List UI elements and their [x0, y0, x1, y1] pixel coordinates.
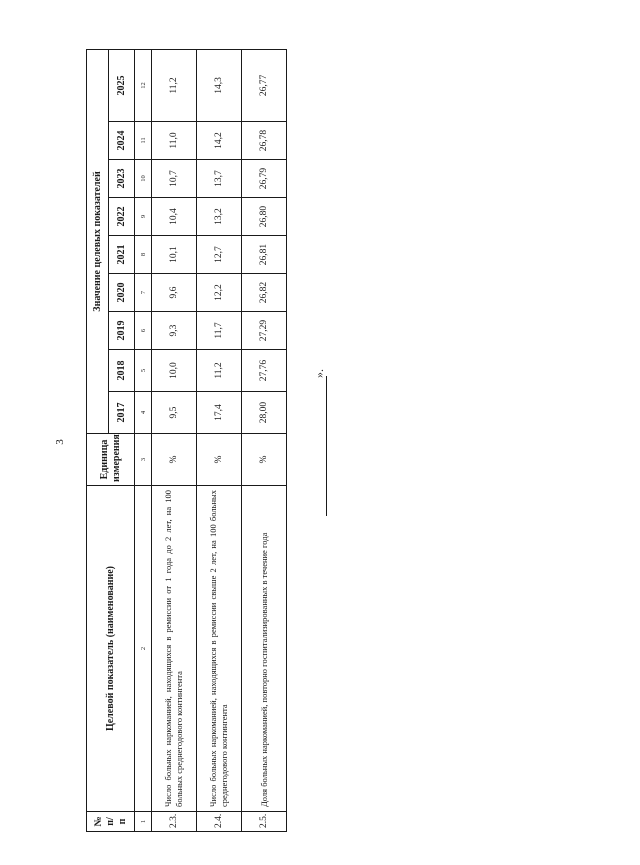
unit-cell: % [197, 434, 242, 486]
value-cell: 10,1 [152, 236, 197, 274]
column-number: 4 [135, 392, 152, 434]
column-number: 2 [135, 486, 152, 812]
header-unit: Единица измерения [87, 434, 135, 486]
indicators-table [86, 49, 287, 832]
value-cell: 9,5 [152, 392, 197, 434]
column-number: 7 [135, 274, 152, 312]
table-row [242, 49, 287, 831]
value-cell: 13,2 [197, 198, 242, 236]
value-cell: 10,0 [152, 350, 197, 392]
row-number: 2.3. [152, 812, 197, 832]
header-year: 2017 [109, 392, 135, 434]
value-cell: 27,76 [242, 350, 287, 392]
header-name: Целевой показатель (наименование) [87, 486, 135, 812]
value-cell: 27,29 [242, 312, 287, 350]
table-container [86, 50, 269, 832]
value-cell: 11,2 [152, 49, 197, 121]
value-cell: 14,3 [197, 49, 242, 121]
unit-cell: % [152, 434, 197, 486]
column-number: 9 [135, 198, 152, 236]
header-year: 2019 [109, 312, 135, 350]
value-cell: 13,7 [197, 160, 242, 198]
value-cell: 9,6 [152, 274, 197, 312]
header-year: 2020 [109, 274, 135, 312]
row-number: 2.5. [242, 812, 287, 832]
value-cell: 28,00 [242, 392, 287, 434]
header-year: 2024 [109, 122, 135, 160]
closing-mark: ». [312, 369, 326, 378]
value-cell: 11,7 [197, 312, 242, 350]
value-cell: 12,7 [197, 236, 242, 274]
value-cell: 9,3 [152, 312, 197, 350]
table-row [152, 49, 197, 831]
value-cell: 11,2 [197, 350, 242, 392]
header-year: 2022 [109, 198, 135, 236]
column-number: 3 [135, 434, 152, 486]
page-number: 3 [54, 439, 66, 445]
header-year: 2021 [109, 236, 135, 274]
value-cell: 14,2 [197, 122, 242, 160]
indicator-name: Доля больных наркоманией, повторно госпитализированных в течение года [242, 486, 287, 812]
column-number: 5 [135, 350, 152, 392]
header-year: 2018 [109, 350, 135, 392]
column-number: 1 [135, 812, 152, 832]
value-cell: 26,79 [242, 160, 287, 198]
value-cell: 12,2 [197, 274, 242, 312]
header-values: Значение целевых показателей [87, 49, 109, 433]
value-cell: 17,4 [197, 392, 242, 434]
column-number: 10 [135, 160, 152, 198]
value-cell: 10,7 [152, 160, 197, 198]
column-number: 12 [135, 49, 152, 121]
header-year: 2025 [109, 49, 135, 121]
row-number: 2.4. [197, 812, 242, 832]
value-cell: 26,77 [242, 49, 287, 121]
value-cell: 11,0 [152, 122, 197, 160]
value-cell: 26,78 [242, 122, 287, 160]
column-number: 8 [135, 236, 152, 274]
value-cell: 26,80 [242, 198, 287, 236]
indicator-name: Число больных наркоманией, находящихся в ремиссии от 1 года до 2 лет, на 100 больных среднегодового контингента [152, 486, 197, 812]
column-number: 6 [135, 312, 152, 350]
indicator-name: Число больных наркоманией, находящихся в ремиссии свыше 2 лет, на 100 больных среднегодового контингента [197, 486, 242, 812]
value-cell: 10,4 [152, 198, 197, 236]
header-year: 2023 [109, 160, 135, 198]
value-cell: 26,82 [242, 274, 287, 312]
header-num: № п/п [87, 812, 135, 832]
table-row [197, 49, 242, 831]
column-number: 11 [135, 122, 152, 160]
unit-cell: % [242, 434, 287, 486]
value-cell: 26,81 [242, 236, 287, 274]
closing-rule [326, 376, 327, 516]
